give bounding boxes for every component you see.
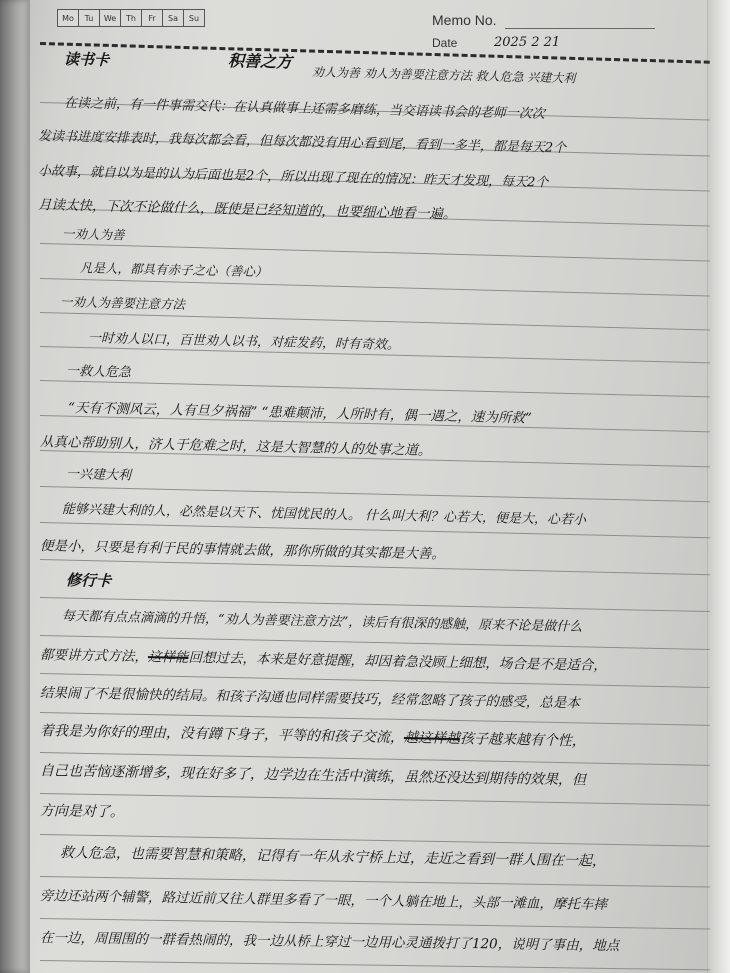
rescue-quote: “天有不测风云，人有旦夕祸福” “患难颠沛，人所时有，偶一遇之，速为所救” <box>67 400 532 427</box>
crossed-out-text: 越这样越 <box>403 729 461 748</box>
weekday-tu: Tu <box>79 10 100 26</box>
weekday-boxes <box>57 9 205 27</box>
persuade-method-body: 一时劝人以口，百世劝人以书，对症发药，时有奇效。 <box>87 331 401 354</box>
build-benefit-line-2: 便是小，只要是有利于民的事情就去做，那你所做的其实都是大善。 <box>39 538 446 563</box>
p1-line-2: 发读书进度安排表时，我每次都会看，但每次都没有用心看到尾，看到一多半，都是每天2个 <box>37 129 567 156</box>
rule-line <box>40 380 710 397</box>
p2-line-4-start: 着我是为你好的理由，没有蹲下身子，平等的和孩子交流， <box>39 723 405 746</box>
heading-build-benefit: 一兴建大利 <box>65 467 132 484</box>
p3-line-1: 救人危急，也需要智慧和策略，记得有一年从永宁桥上过，走近之看到一群人围在一起， <box>59 845 607 870</box>
title-main: 积善之方 <box>227 51 293 72</box>
weekday-we: We <box>100 10 121 26</box>
notebook-binding <box>0 0 30 973</box>
p1-line-3: 小故事，就自以为是的认为后面也是2个，所以出现了现在的情况：昨天才发现，每天2个 <box>37 164 549 191</box>
p3-line-2: 旁边还站两个辅警，路过近前又往人群里多看了一眼，一个人躺在地上，头部一滩血，摩托车摔 <box>39 888 608 913</box>
persuade-good-body: 凡是人，都具有赤子之心（善心） <box>79 260 268 280</box>
weekday-th: Th <box>121 10 142 26</box>
p2-line-1: 每天都有点点滴滴的升悟，“劝人为善要注意方法”，读后有很深的感触，原来不论是做什么 <box>61 609 583 635</box>
title-items: 劝人为善 劝人为善要注意方法 救人危急 兴建大利 <box>311 65 576 86</box>
weekday-mo: Mo <box>58 10 79 26</box>
memo-label: Memo No. <box>432 12 497 28</box>
p3-line-3: 在一边，周围围的一群看热闹的，我一边从桥上穿过一边用心灵通拨打了120，说明了事由，地点 <box>39 930 620 955</box>
weekday-su: Su <box>188 13 200 23</box>
practice-card-label: 修行卡 <box>65 571 112 590</box>
title-dashed-line <box>40 42 710 64</box>
rule-line <box>40 960 710 970</box>
p2-line-4 <box>40 720 586 750</box>
p2-line-2-start: 都要讲方式方法， <box>39 647 149 666</box>
p2-line-2-end: 回想过去，本来是好意提醒，却因着急没顾上细想，场合是不是适合， <box>188 649 608 674</box>
date-label: Date <box>432 36 458 50</box>
weekday-sa: Sa <box>163 10 184 26</box>
page-stack-edge <box>707 0 730 973</box>
heading-persuade-good: 一劝人为善 <box>61 226 125 243</box>
p1-line-1: 在读之前，有一件事需交代：在认真做事上还需多磨练，当交语读书会的老师一次次 <box>63 96 546 122</box>
rescue-body: 从真心帮助别人，济人于危难之时，这是大智慧的人的处事之道。 <box>39 434 432 459</box>
p1-line-4: 月读太快，下次不论做什么，既使是已经知道的，也要细心地看一遍。 <box>37 197 457 223</box>
crossed-out-text: 这样能 <box>147 649 189 666</box>
rule-line <box>40 559 710 575</box>
build-benefit-line-1: 能够兴建大利的人，必然是以天下、忧国忧民的人。 什么叫大利？心若大，便是大，心若小 <box>61 502 587 528</box>
weekday-fr: Fr <box>142 10 163 26</box>
heading-persuade-method: 一劝人为善要注意方法 <box>59 294 186 312</box>
p2-line-2 <box>40 643 607 674</box>
p2-line-4-end: 孩子越来越有个性， <box>459 731 587 750</box>
heading-rescue: 一救人危急 <box>65 364 132 381</box>
p2-line-6: 方向是对了。 <box>39 803 125 821</box>
rule-line <box>40 793 710 806</box>
reading-card-label: 读书卡 <box>63 50 110 70</box>
date-value: 2025 2 21 <box>494 35 561 50</box>
p2-line-5: 自己也苦恼逐渐增多，现在好多了，边学边在生活中演练，虽然还没达到期待的效果，但 <box>39 763 587 789</box>
p2-line-3: 结果闹了不是很愉快的结局。和孩子沟通也同样需要技巧，经常忽略了孩子的感受，总是本 <box>39 685 581 712</box>
memo-underline <box>505 28 655 29</box>
